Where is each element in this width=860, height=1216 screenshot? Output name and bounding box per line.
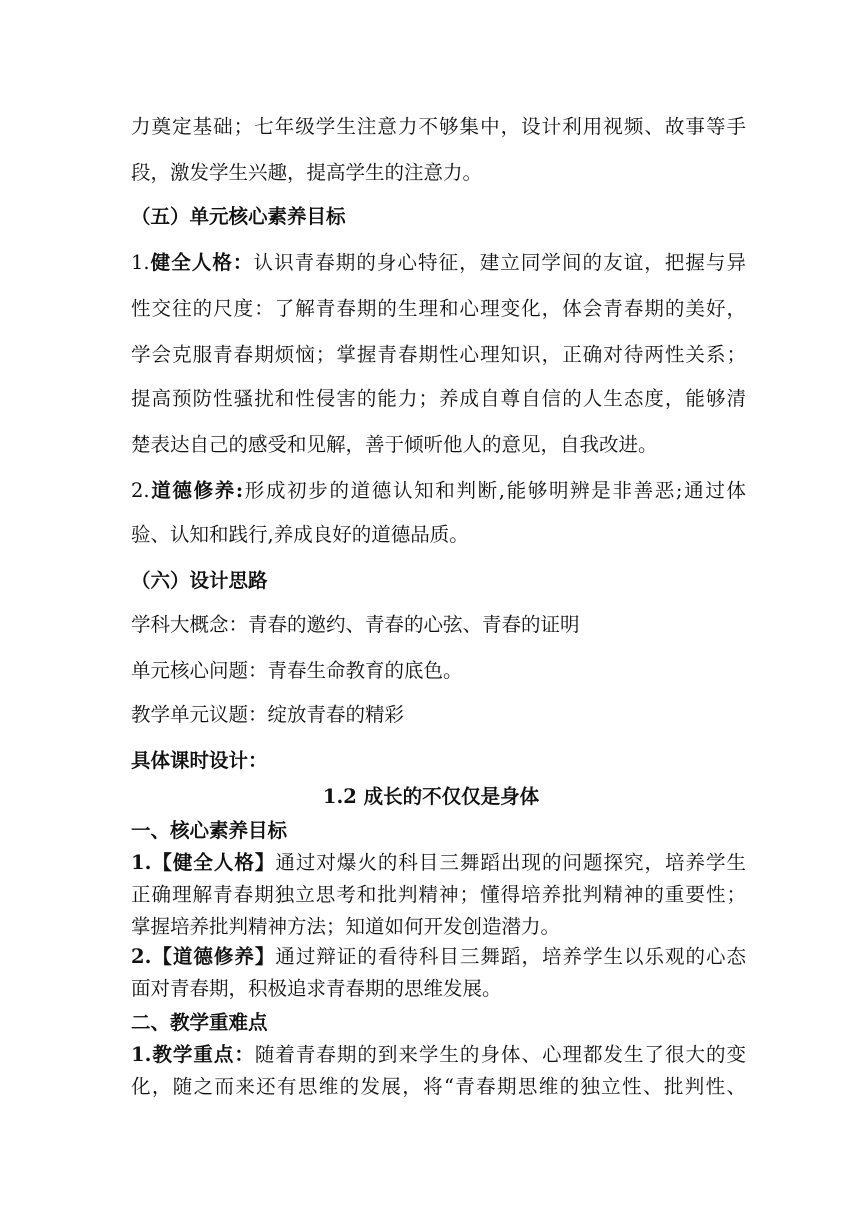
paragraph-line: 段，激发学生兴趣，提高学生的注意力。 [131, 161, 483, 184]
lesson-goal-2-line [131, 942, 746, 972]
design-item: 教学单元议题：绽放青春的精彩 [131, 703, 405, 726]
paragraph-line: 掌握培养批判精神方法；知道如何开发创造潜力。 [131, 915, 561, 938]
goal-item-1-line [131, 248, 746, 278]
goal-item-2-line [131, 476, 746, 506]
item-number: 1. [131, 251, 150, 274]
key-point-line [131, 1040, 746, 1070]
lesson-intro: 具体课时设计： [131, 749, 268, 772]
paragraph-line: 面对青春期，积极追求青春期的思维发展。 [131, 977, 502, 1000]
item-text: 随着青春期的到来学生的身体、心理都发生了很大的变 [254, 1043, 746, 1066]
paragraph-line: 验、认知和践行,养成良好的道德品质。 [131, 523, 469, 546]
lesson-title: 1.2 成长的不仅仅是身体 [322, 785, 540, 808]
paragraph-line: 正确理解青春期独立思考和批判精神；懂得培养批判精神的重要性； [131, 883, 746, 906]
paragraph-line: 性交往的尺度：了解青春期的生理和心理变化，体会青春期的美好， [131, 297, 746, 320]
item-label: 1.【健全人格】 [131, 851, 276, 874]
section-heading: （六）设计思路 [131, 569, 268, 592]
item-label: 道德修养: [149, 479, 244, 502]
item-label: 1.教学重点： [131, 1043, 255, 1066]
paragraph-line: 化，随之而来还有思维的发展，将“青春期思维的独立性、批判性、 [131, 1075, 746, 1098]
item-number: 2. [131, 479, 150, 502]
part-heading: 一、核心素养目标 [131, 819, 288, 842]
paragraph-line: 楚表达自己的感受和见解，善于倾听他人的意见，自我改进。 [131, 433, 658, 456]
item-label: 健全人格： [149, 251, 254, 274]
paragraph-line: 力奠定基础；七年级学生注意力不够集中，设计利用视频、故事等手 [131, 115, 746, 138]
paragraph-line: 提高预防性骚扰和性侵害的能力；养成自尊自信的人生态度，能够清 [131, 387, 746, 410]
paragraph-line: 学会克服青春期烦恼；掌握青春期性心理知识，正确对待两性关系； [131, 343, 746, 366]
lesson-goal-1-line [131, 848, 746, 878]
item-text: 认识青春期的身心特征，建立同学间的友谊，把握与异 [253, 251, 746, 274]
item-label: 2.【道德修养】 [131, 945, 276, 968]
design-item: 单元核心问题：青春生命教育的底色。 [131, 659, 463, 682]
item-text: 通过对爆火的科目三舞蹈出现的问题探究，培养学生 [275, 851, 746, 874]
item-text: 形成初步的道德认知和判断,能够明辨是非善恶;通过体 [243, 479, 746, 502]
section-heading: （五）单元核心素养目标 [131, 205, 346, 228]
item-text: 通过辩证的看待科目三舞蹈，培养学生以乐观的心态 [275, 945, 746, 968]
design-item: 学科大概念：青春的邀约、青春的心弦、青春的证明 [131, 613, 580, 636]
part-heading: 二、教学重难点 [131, 1011, 268, 1034]
